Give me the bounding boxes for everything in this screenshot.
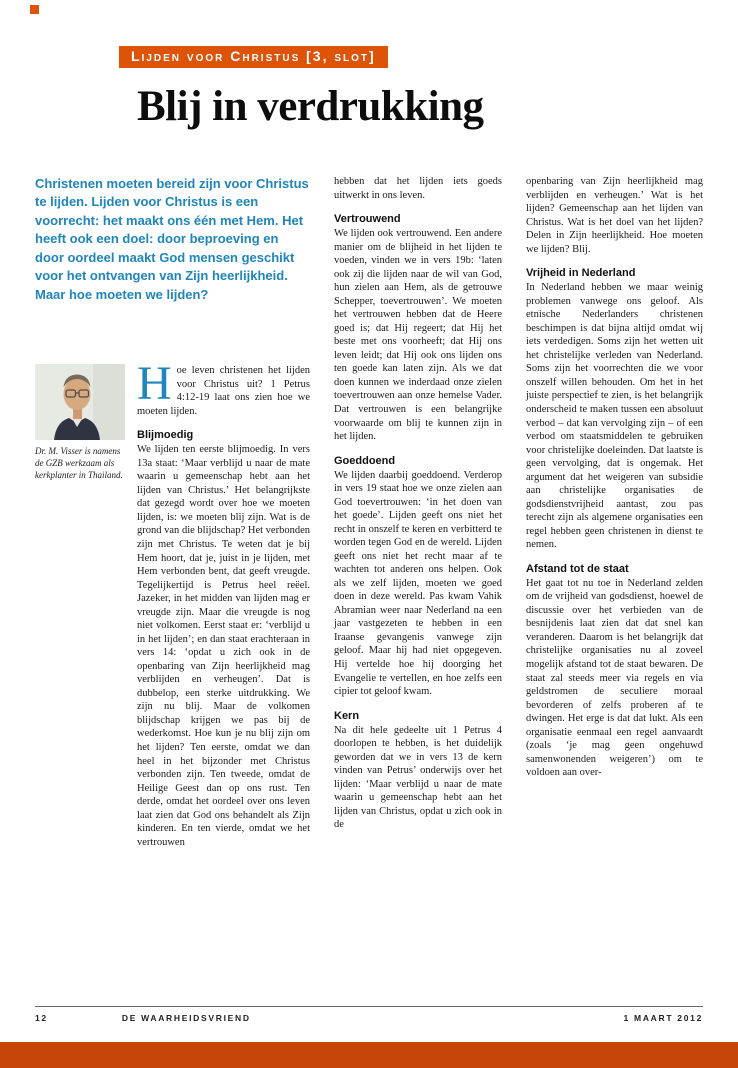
- section-heading: Vrijheid in Nederland: [526, 267, 636, 280]
- page-title: Blij in verdrukking: [137, 83, 484, 130]
- column-left-lower: [35, 357, 310, 849]
- issue-date: 1 MAART 2012: [623, 1013, 703, 1023]
- magazine-name: DE WAARHEIDSVRIEND: [121, 1013, 251, 1023]
- section-heading: Afstand tot de staat: [526, 562, 629, 575]
- kicker-badge: Lijden voor Christus [3, slot]: [119, 46, 388, 68]
- column-left: [35, 175, 310, 1015]
- page-footer: [35, 1006, 703, 1023]
- dropcap-letter: H: [137, 357, 172, 411]
- page-number: 12: [35, 1013, 48, 1023]
- author-aside: [35, 364, 125, 849]
- author-portrait-illustration: [35, 364, 125, 440]
- body-paragraph: We lijden ten eerste blijmoedig. In vers 13a staat: ‘Maar verblijd u naar de mate waarin u gemeenschap hebt aan het lijden van Christus.’ Het belangrijkste dat gezegd wordt over hoe we moeten lijden, is: we moeten blij zijn. Wat is de grond van die blijdschap? Het verbonden zijn met Christus. Te weten dat je bij Hem hoort, dat je, juist in je lijden, met Hem verbonden bent, dat geeft vreugde. Tegelijkertijd is Petrus heel reëel. Jazeker, in het midden van lijden mag er vreugde zijn. Maar die vreugde is nog niet volkomen. Eerst staat er: ‘verblijd u in het lijden’; en dan staat erachteraan in vers 14: ‘opdat u zich ook in de openbaring van Zijn heerlijkheid mag verblijden en verheugen’. Dat is dubbelop, een sterke uitdrukking. We zijn nu blij. Maar de volkomen blijdschap krijgen we pas bij de wederkomst. Hoe kun je nu blij zijn om het lijden? Ten eerste, omdat we dan heel in het bijzonder met Christus verbonden zijn. Ten tweede, omdat de Heilige Geest dan op ons rust. Ten derde, omdat het oordeel over ons leven laat zien dat God ons behandelt als Zijn kinderen. En ten vierde, omdat we het vertrouwen: [137, 444, 310, 848]
- body-paragraph: Na dit hele gedeelte uit 1 Petrus 4 doorlopen te hebben, is het duidelijk geworden dat we in vers 13 de kern vinden van Petrus’ onderwijs over het lijden: ‘Maar verblijd u naar de mate waarin u gemeenschap hebt aan het lijden van Christus, opdat u zich ook in de: [334, 724, 502, 831]
- lead-paragraph: Hoe leven christenen het lijden voor Christus uit? 1 Petrus 4:12-19 laat ons zien hoe we moeten lijden.: [137, 357, 310, 417]
- footer-row: [35, 1007, 703, 1023]
- author-photo: [35, 364, 125, 440]
- article-body: [35, 175, 703, 1015]
- photo-caption: Dr. M. Visser is namens de GZB werkzaam als kerkplanter in Thailand.: [35, 446, 123, 481]
- article-header: [119, 46, 484, 131]
- bottom-bar: [0, 1042, 738, 1068]
- body-paragraph: Het gaat tot nu toe in Nederland zelden om de vrijheid van godsdienst, hoewel de discussie over het verbieden van de besnijdenis laat zien dat dat snel kan veranderen. Daarom is het belangrijk dat christelijke organisaties nu al zoveel mogelijk afstand tot de staat bewaren. De staat zal steeds meer via regels en via geldstromen de seculiere moraal bevorderen of zelfs proberen af te dwingen. Het erge is dat dat lukt. Als een organisatie eenmaal een regel aanvaardt (zoals ‘je mag geen ongehuwd samenwonenden weigeren’) om te voldoen aan over-: [526, 577, 703, 779]
- body-paragraph: In Nederland hebben we maar weinig problemen vanwege ons geloof. Als etnische Nederlanders christenen beschimpen is dat bijna altijd omdat wij iets verdedigen. Soms zijn het wetten uit het christelijke verleden van Nederland. Soms zijn het voorrechten die we voor onszelf willen behouden. Om het in het juiste perspectief te zien, is het belangrijk onderscheid te maken tussen een absoluut verbod – dat kan vervolging zijn – of een verbod om staatsmiddelen te gebruiken voor christelijke doeleinden. Dat laatste is geen vervolging, dat is ongemak. Het argument dat het weigeren van subsidie aan christelijke organisaties de godsdienstvrijheid aantast, zou pas terecht zijn als algemene organisaties een regel hebben geen christenen in dienst te nemen.: [526, 282, 703, 551]
- corner-mark: [30, 5, 39, 14]
- section-heading: Goeddoend: [334, 454, 396, 467]
- body-paragraph: hebben dat het lijden iets goeds uitwerkt in ons leven.: [334, 176, 502, 201]
- body-paragraph: We lijden ook vertrouwend. Een andere manier om de blijheid in het lijden te voeden, vinden we in vers 19b: ‘laten ook zij die lijden naar de wil van God, hun zielen aan Hem, als de getrouwe Schepper, toevertrouwen’. We moeten het vertrouwen hebben dat de Heere goed is; dat Hij regeert; dat Hij het beste met ons voorheeft; dat Hij ons leven leidt; dat Hij ook ons lijden ons ten goede kan laten zijn. Als we dat doen kunnen we inderdaad onze zielen toevertrouwen aan onze hemelse Vader. Dat vertrouwen is een belangrijke voorwaarde om blij te kunnen zijn in het lijden.: [334, 228, 502, 443]
- column-right: [526, 175, 703, 1015]
- column-left-text: [137, 357, 310, 849]
- section-heading: Kern: [334, 709, 360, 722]
- column-middle: [334, 175, 502, 1015]
- intro-paragraph: Christenen moeten bereid zijn voor Christus te lijden. Lijden voor Christus is een voorrecht: het maakt ons één met Hem. Het heeft ook een doel: door beproeving en door oordeel maakt God mensen geschikt voor het ontvangen van Zijn heerlijkheid. Maar hoe moeten we lijden?: [35, 176, 309, 302]
- section-heading: Vertrouwend: [334, 213, 401, 226]
- section-heading: Blijmoedig: [137, 429, 194, 442]
- body-paragraph: openbaring van Zijn heerlijkheid mag verblijden en verheugen.’ Wat is het lijden? Gemeenschap aan het lijden van Christus. Wat is het doel van het lijden? Delen in Zijn heerlijkheid. Hoe moeten we lijden? Blij.: [526, 176, 703, 255]
- body-paragraph: We lijden daarbij goeddoend. Verderop in vers 19 staat hoe we onze zielen aan God toevertrouwen: ‘in het doen van het goede’. Lijden geeft ons niet het recht in onszelf te keren en verbitterd te worden tegen God en de wereld. Lijden geeft ons niet het recht maar af te wachten tot anderen ons helpen. Ook als we zelf lijden, moeten we goed doen in deze wereld. Pas kwam Vahik Abramian weer naar Nederland na een jaar vastgezeten te hebben in een Iraanse gevangenis vanwege zijn geloof. Maar hij had niet opgegeven. Hij vertelde hoe hij doorging het Evangelie te vertellen, en hoe zelfs een cipier tot geloof kwam.: [334, 469, 502, 698]
